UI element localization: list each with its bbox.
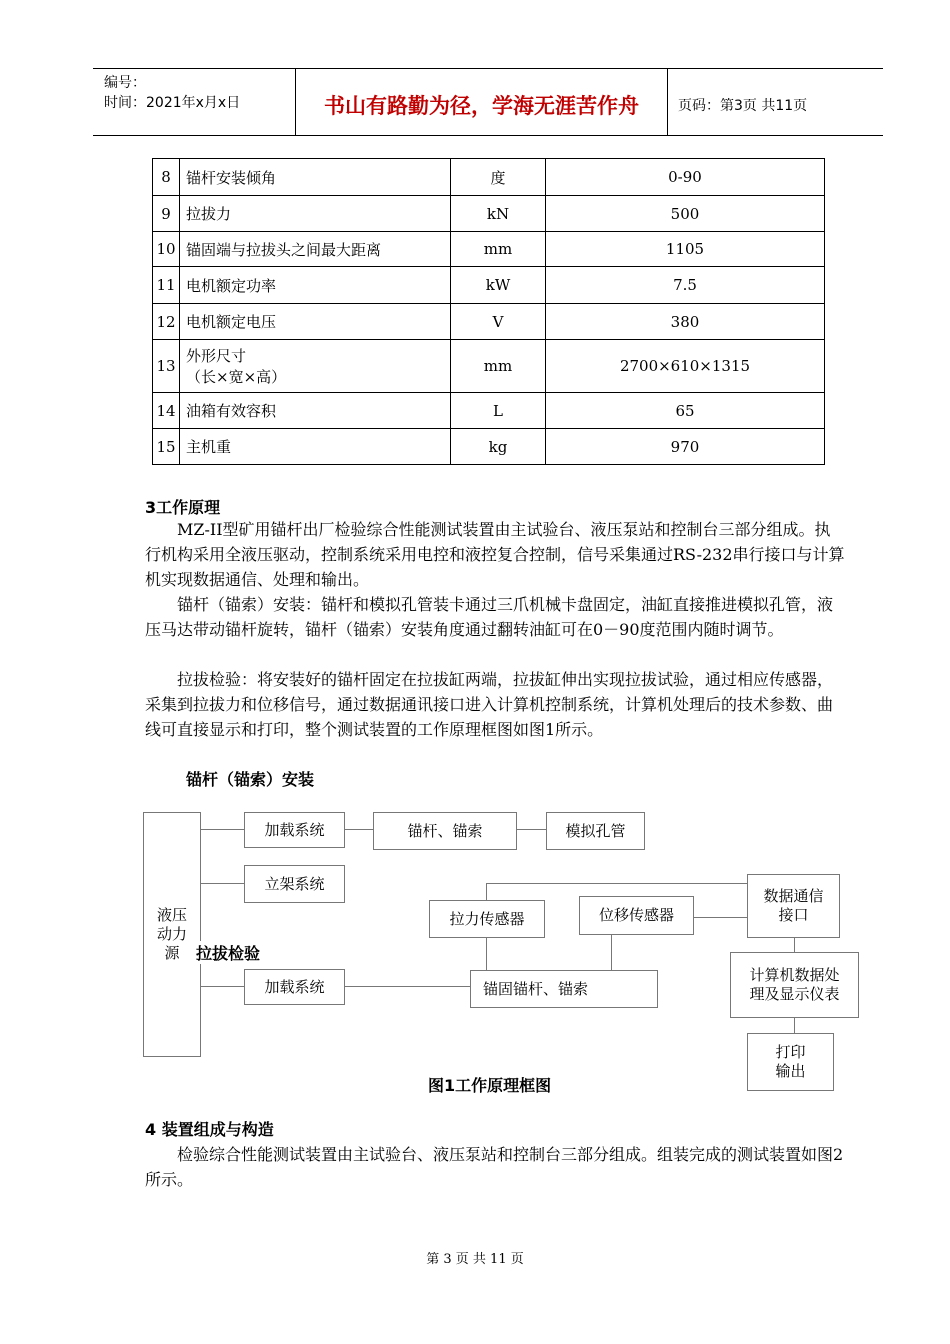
connector: [200, 986, 244, 987]
section-3-title: 3工作原理: [145, 498, 221, 517]
header-top-rule: [93, 68, 883, 69]
section-4-title: 4 装置组成与构造: [145, 1120, 274, 1139]
param-name: 拉拔力: [180, 196, 451, 232]
table-row: [153, 232, 825, 267]
param-name: 锚固端与拉拔头之间最大距离: [180, 232, 451, 267]
connector: [200, 829, 244, 830]
row-number: 9: [153, 196, 180, 232]
param-unit: kg: [451, 429, 546, 465]
computer-display-box: 计算机数据处 理及显示仪表: [730, 952, 859, 1018]
section-3-paragraph-3: 拉拔检验：将安装好的锚杆固定在拉拔缸两端，拉拔缸伸出实现拉拔试验，通过相应传感器，采集到拉拔力和位移信号，通过数据通讯接口进入计算机控制系统，计算机处理后的技术参数、曲线可直接显示和打印，整个测试装置的工作原理框图如图1所示。: [145, 670, 834, 739]
param-name: 电机额定功率: [180, 267, 451, 304]
table-row: [153, 159, 825, 196]
data-comm-interface-box: 数据通信 接口: [747, 874, 840, 938]
row-number: 13: [153, 340, 180, 393]
doc-time-label: 时间：2021年x月x日: [104, 95, 241, 111]
row-number: 15: [153, 429, 180, 465]
bolt-cable-box: 锚杆、锚索: [373, 812, 517, 850]
param-name: 油箱有效容积: [180, 393, 451, 429]
diagram-install-label: 锚杆（锚索）安装: [186, 770, 315, 789]
connector: [200, 883, 244, 884]
row-number: 8: [153, 159, 180, 196]
section-3-paragraph-1: MZ-II型矿用锚杆出厂检验综合性能测试装置由主试验台、液压泵站和控制台三部分组成。执行机构采用全液压驱动，控制系统采用电控和液控复合控制，信号采集通过RS-232串行接口与计算机实现数据通信、处理和输出。: [145, 520, 845, 589]
row-number: 12: [153, 304, 180, 340]
connector: [794, 1017, 795, 1033]
hydraulic-power-box: 液压 动力 源: [143, 812, 201, 1057]
table-row: [153, 393, 825, 429]
param-name: 主机重: [180, 429, 451, 465]
table-row: [153, 429, 825, 465]
doc-code-label: 编号：: [104, 75, 146, 91]
param-unit: mm: [451, 340, 546, 393]
connector: [611, 934, 612, 973]
param-value: 2700×610×1315: [546, 340, 825, 393]
diagram-pull-label: 拉拔检验: [196, 941, 260, 964]
row-number: 11: [153, 267, 180, 304]
param-unit: 度: [451, 159, 546, 196]
table-row: [153, 196, 825, 232]
param-name-line2: （长×宽×高）: [186, 368, 287, 386]
table-row: [153, 340, 825, 393]
connector: [794, 937, 795, 953]
param-unit: L: [451, 393, 546, 429]
spec-table: [152, 158, 825, 465]
param-value: 0-90: [546, 159, 825, 196]
force-sensor-box: 拉力传感器: [429, 900, 545, 938]
simulated-pipe-box: 模拟孔管: [546, 812, 645, 850]
row-number: 14: [153, 393, 180, 429]
row-number: 10: [153, 232, 180, 267]
param-value: 380: [546, 304, 825, 340]
header-motto: 书山有路勤为径，学海无涯苦作舟: [324, 94, 639, 118]
table-row: [153, 267, 825, 304]
figure-caption: 图1工作原理框图: [428, 1076, 552, 1095]
param-unit: mm: [451, 232, 546, 267]
load-system-box: 加载系统: [244, 812, 345, 848]
header-divider-right: [667, 68, 668, 136]
page-footer: 第 3 页 共 11 页: [426, 1252, 524, 1267]
param-unit: V: [451, 304, 546, 340]
load-system-box-2: 加载系统: [244, 969, 345, 1005]
param-unit: kN: [451, 196, 546, 232]
param-name-line1: 外形尺寸: [186, 347, 247, 365]
section-4-paragraph-1: 检验综合性能测试装置由主试验台、液压泵站和控制台三部分组成。组装完成的测试装置如图2所示。: [145, 1145, 844, 1189]
print-output-box: 打印 输出: [747, 1033, 834, 1091]
param-value: 7.5: [546, 267, 825, 304]
param-name: [180, 340, 451, 393]
param-name: 电机额定电压: [180, 304, 451, 340]
table-row: [153, 304, 825, 340]
param-value: 65: [546, 393, 825, 429]
stand-system-box: 立架系统: [244, 865, 345, 903]
param-unit: kW: [451, 267, 546, 304]
param-name: 锚杆安装倾角: [180, 159, 451, 196]
connector: [344, 986, 470, 987]
header-page-info: 页码：第3页 共11页: [678, 98, 808, 114]
param-value: 1105: [546, 232, 825, 267]
section-3-paragraph-2: 锚杆（锚索）安装：锚杆和模拟孔管装卡通过三爪机械卡盘固定，油缸直接推进模拟孔管，液压马达带动锚杆旋转，锚杆（锚索）安装角度通过翻转油缸可在0－90度范围内随时调节。: [145, 595, 834, 639]
param-value: 500: [546, 196, 825, 232]
header-bottom-rule: [93, 135, 883, 136]
connector: [693, 917, 748, 918]
displacement-sensor-box: 位移传感器: [579, 896, 694, 935]
connector: [486, 883, 748, 884]
param-value: 970: [546, 429, 825, 465]
connector: [344, 829, 374, 830]
anchor-bolt-box: 锚固锚杆、锚索: [470, 970, 658, 1008]
connector: [516, 829, 546, 830]
